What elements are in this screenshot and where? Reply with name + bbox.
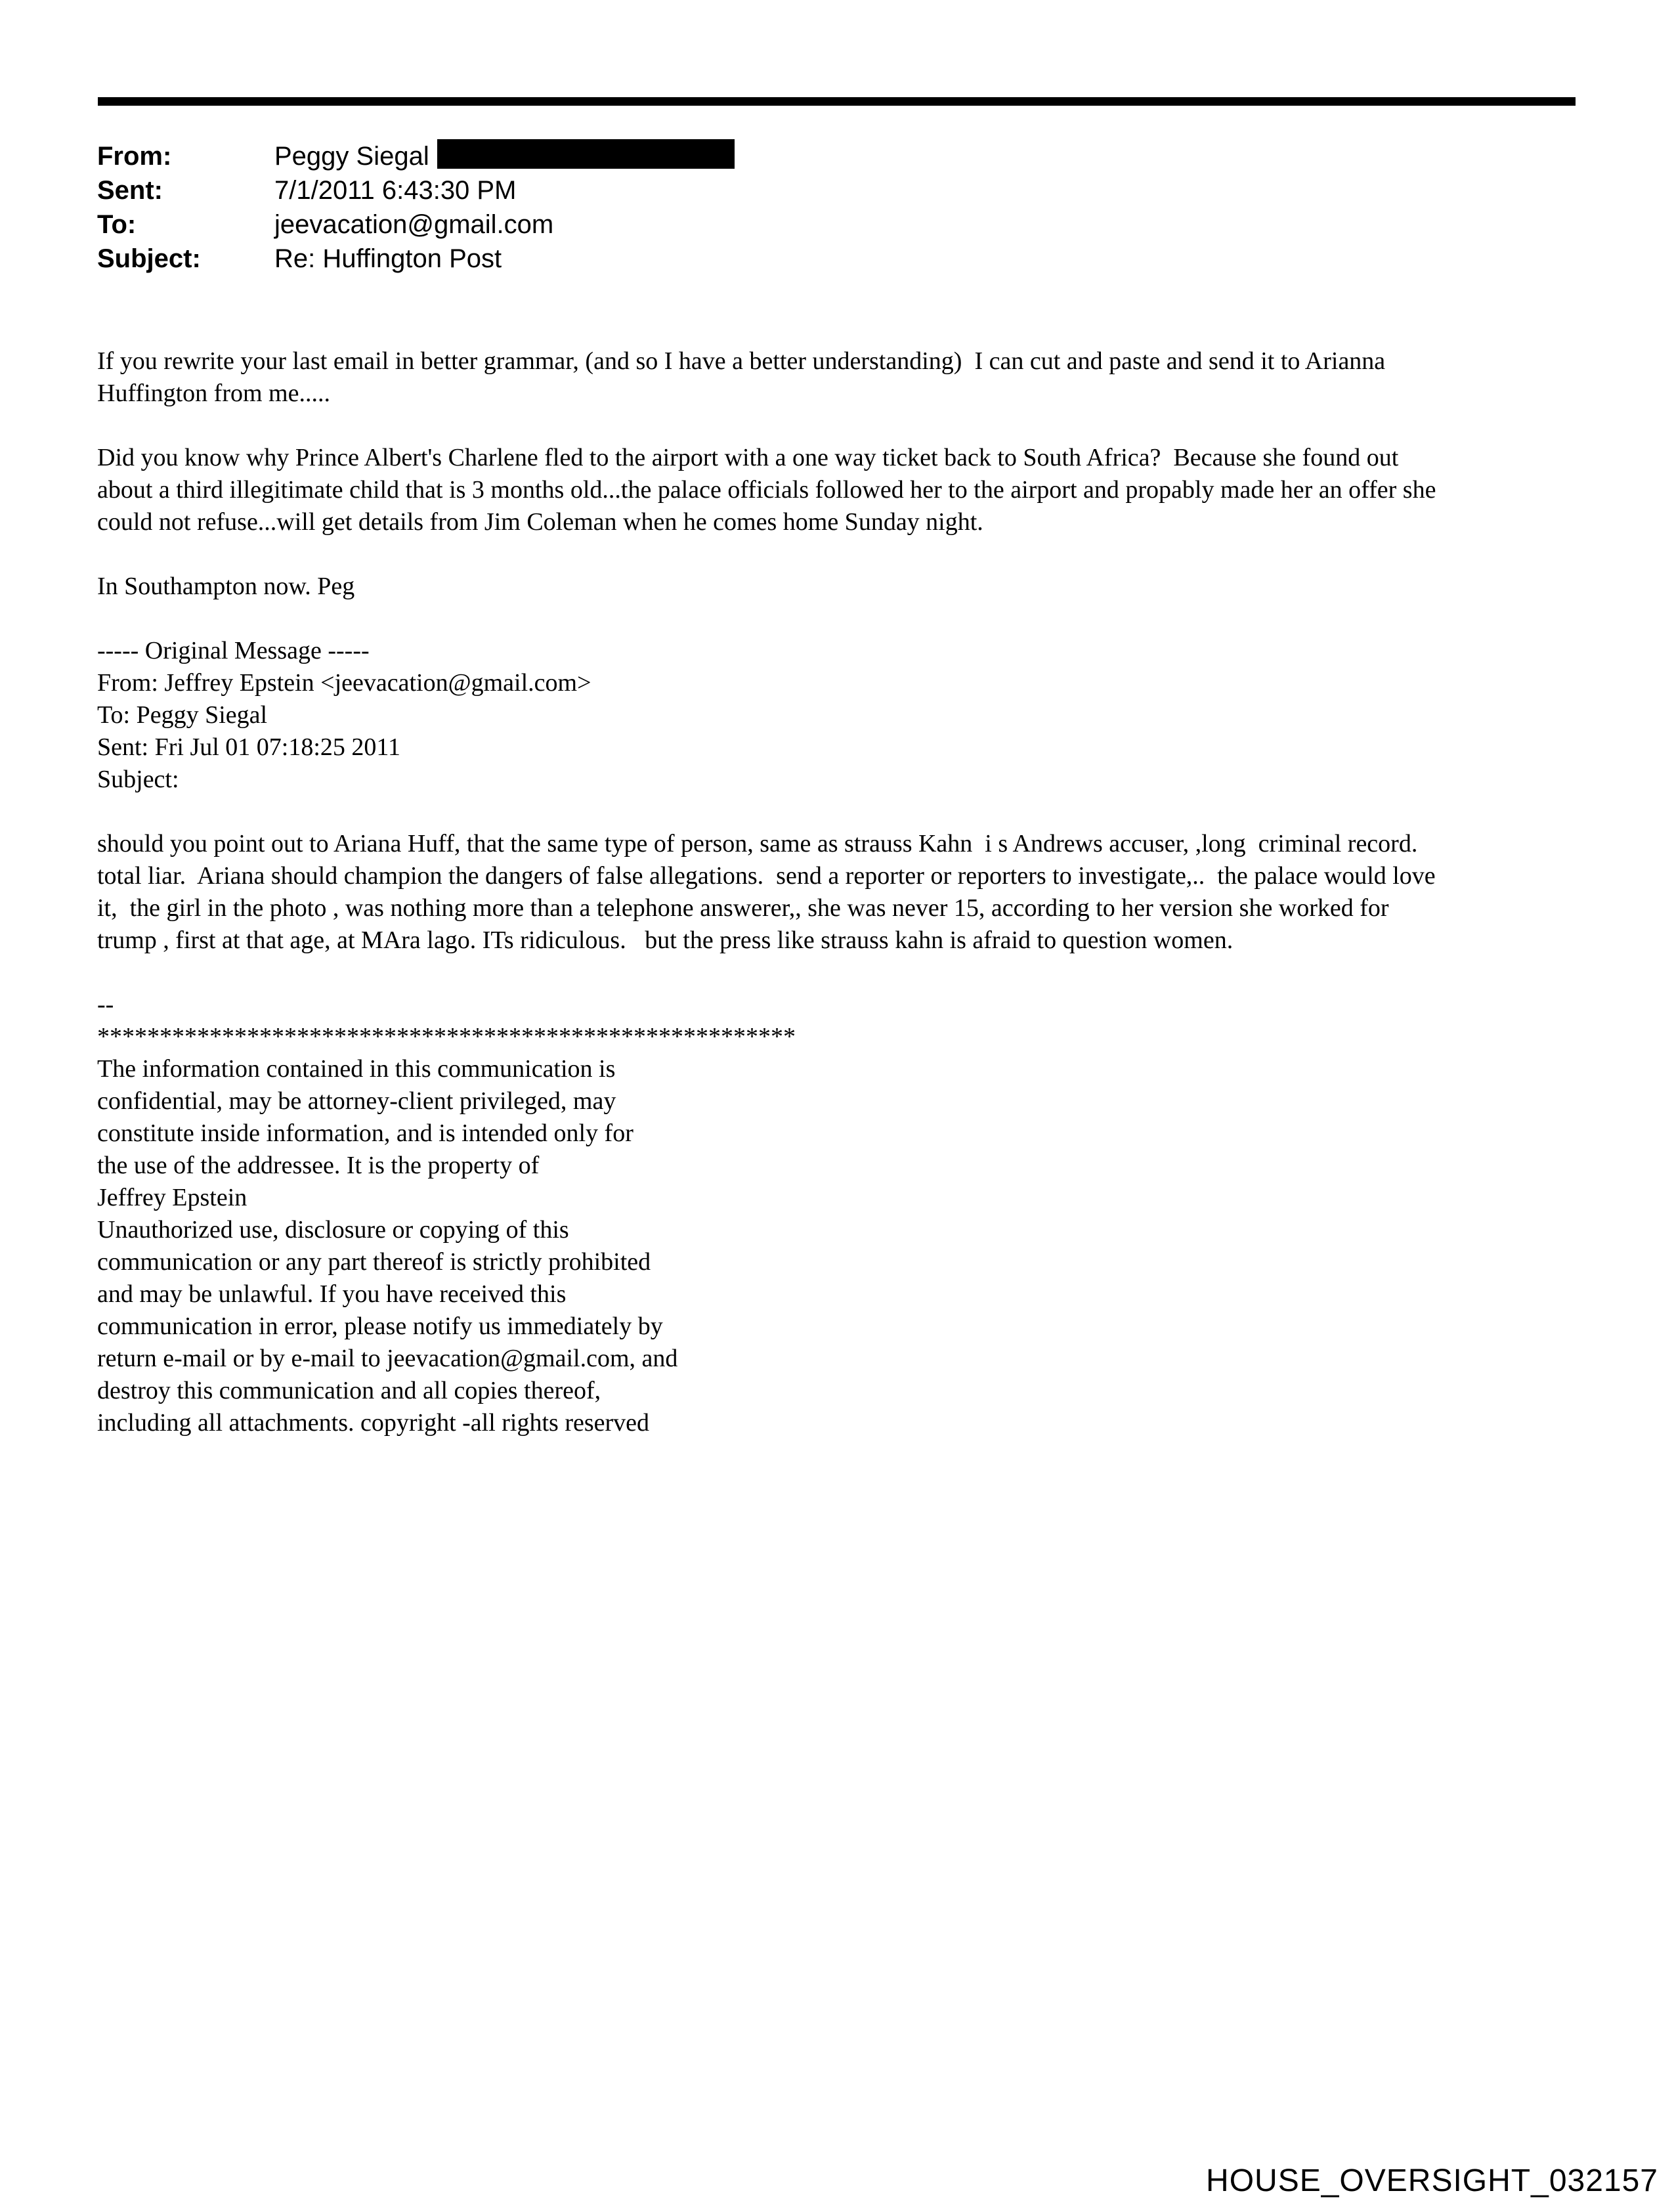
header-row-subject bbox=[97, 242, 735, 276]
body-line: ----- Original Message ----- bbox=[97, 637, 370, 664]
body-line: Sent: Fri Jul 01 07:18:25 2011 bbox=[97, 733, 401, 761]
body-line: communication in error, please notify us immediately by bbox=[97, 1312, 663, 1340]
header-row-sent bbox=[97, 173, 735, 207]
from-value: Peggy Siegal bbox=[274, 142, 429, 171]
body-line: and may be unlawful. If you have received this bbox=[97, 1280, 567, 1308]
body-line: confidential, may be attorney-client privileged, may bbox=[97, 1087, 616, 1115]
blank-line bbox=[97, 603, 1582, 635]
body-line: The information contained in this communication is bbox=[97, 1055, 616, 1083]
bates-number: HOUSE_OVERSIGHT_032157 bbox=[1206, 2163, 1658, 2198]
email-header bbox=[97, 139, 735, 276]
sent-label: Sent: bbox=[97, 176, 163, 205]
body-line: constitute inside information, and is intended only for bbox=[97, 1119, 633, 1147]
body-line: Subject: bbox=[97, 766, 179, 793]
body-line: could not refuse...will get details from Jim Coleman when he comes home Sunday night. bbox=[97, 508, 983, 536]
header-row-to bbox=[97, 207, 735, 242]
body-line: it, the girl in the photo , was nothing more than a telephone answerer,, she was never 15, according to her version she worked for bbox=[97, 894, 1389, 922]
to-value: jeevacation@gmail.com bbox=[274, 210, 554, 239]
from-label: From: bbox=[97, 142, 172, 171]
body-line: communication or any part thereof is strictly prohibited bbox=[97, 1248, 651, 1276]
top-divider-rule bbox=[98, 97, 1576, 106]
body-line: including all attachments. copyright -all rights reserved bbox=[97, 1409, 650, 1437]
body-line: If you rewrite your last email in better grammar, (and so I have a better understanding) I can cut and paste and send it to Arianna bbox=[97, 347, 1386, 375]
subject-value: Re: Huffington Post bbox=[274, 244, 502, 273]
body-line: ******************************************************** bbox=[97, 1023, 796, 1051]
body-line: trump , first at that age, at MAra lago. ITs ridiculous. but the press like strauss kahn is afraid to question women. bbox=[97, 926, 1234, 954]
email-body bbox=[97, 345, 1582, 1439]
sent-value: 7/1/2011 6:43:30 PM bbox=[274, 176, 517, 205]
header-row-from bbox=[97, 139, 735, 173]
body-line: Jeffrey Epstein bbox=[97, 1184, 247, 1211]
body-line: return e-mail or by e-mail to jeevacation@gmail.com, and bbox=[97, 1345, 678, 1372]
blank-line bbox=[97, 796, 1582, 828]
blank-line bbox=[97, 957, 1582, 989]
to-label: To: bbox=[97, 210, 137, 239]
body-line: Huffington from me..... bbox=[97, 380, 330, 407]
body-line: In Southampton now. Peg bbox=[97, 573, 355, 600]
subject-label: Subject: bbox=[97, 244, 201, 273]
body-line: Did you know why Prince Albert's Charlene fled to the airport with a one way ticket back to South Africa? Because she found out bbox=[97, 444, 1399, 471]
body-line: From: Jeffrey Epstein <jeevacation@gmail.com> bbox=[97, 669, 591, 697]
body-line: total liar. Ariana should champion the dangers of false allegations. send a reporter or reporters to investigate,.. the palace would love bbox=[97, 862, 1436, 890]
body-line: To: Peggy Siegal bbox=[97, 701, 268, 729]
body-line: Unauthorized use, disclosure or copying of this bbox=[97, 1216, 569, 1244]
body-line: about a third illegitimate child that is 3 months old...the palace officials followed her to the airport and propably made her an offer she bbox=[97, 476, 1436, 504]
body-line: -- bbox=[97, 991, 114, 1018]
body-line: should you point out to Ariana Huff, that the same type of person, same as strauss Kahn i s Andrews accuser, ,long criminal record. bbox=[97, 830, 1418, 857]
body-line: destroy this communication and all copies thereof, bbox=[97, 1377, 601, 1404]
blank-line bbox=[97, 410, 1582, 442]
blank-line bbox=[97, 538, 1582, 571]
body-line: the use of the addressee. It is the property of bbox=[97, 1152, 540, 1179]
redaction-bar bbox=[437, 139, 735, 169]
